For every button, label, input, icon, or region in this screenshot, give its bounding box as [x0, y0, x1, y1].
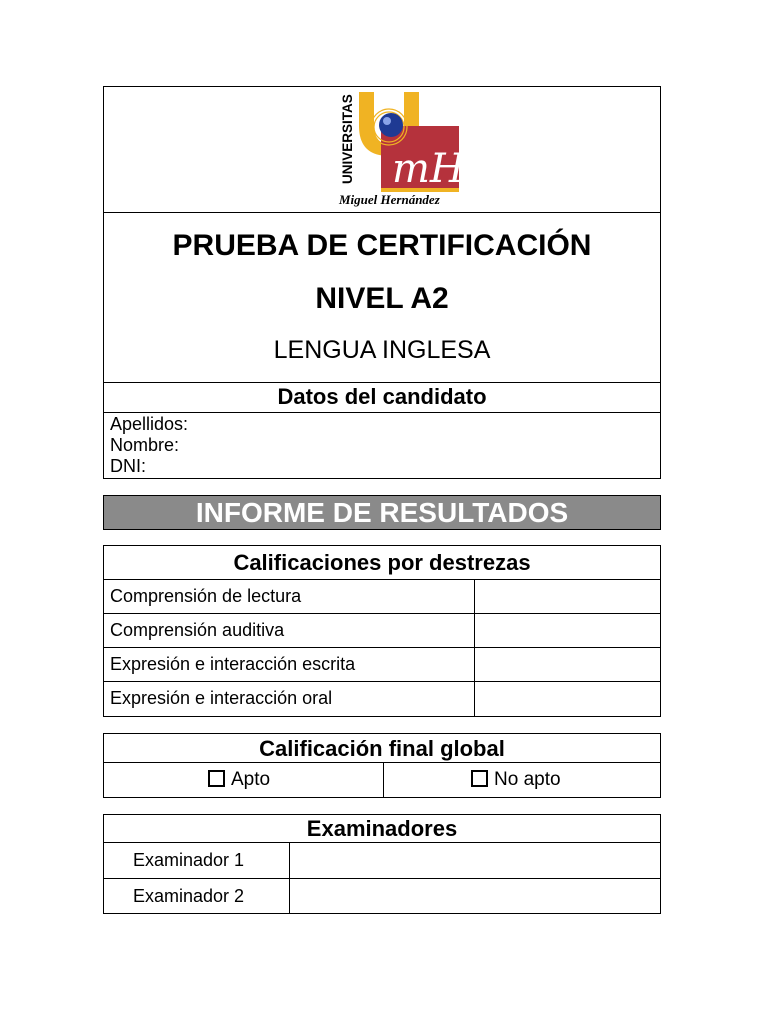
apto-checkbox[interactable]	[208, 770, 225, 787]
table-row	[104, 580, 660, 614]
examiners-heading: Examinadores	[104, 815, 660, 843]
grade-cell-reading[interactable]	[474, 580, 660, 613]
logo-name: Miguel Hernández	[339, 192, 440, 207]
examiner-1-label: Examinador 1	[133, 850, 245, 870]
logo-vertical-text: UNIVERSITAS	[340, 94, 355, 184]
table-row	[104, 879, 660, 913]
apto-label: Apto	[231, 769, 271, 790]
page-title: PRUEBA DE CERTIFICACIÓN	[172, 229, 592, 262]
grade-cell-speaking[interactable]	[474, 682, 660, 716]
divider	[383, 763, 384, 797]
skills-table	[103, 545, 661, 717]
no-apto-label: No apto	[494, 769, 561, 790]
candidate-heading: Datos del candidato	[104, 382, 660, 413]
no-apto-option[interactable]	[471, 768, 561, 792]
surname-label: Apellidos:	[110, 414, 189, 434]
table-row	[104, 682, 660, 716]
logo-area	[104, 87, 660, 213]
grade-cell-listening[interactable]	[474, 614, 660, 647]
final-grade-heading: Calificación final global	[104, 734, 660, 763]
dni-label: DNI:	[110, 456, 146, 476]
university-logo	[334, 90, 474, 208]
examiner-2-field[interactable]	[289, 879, 660, 913]
table-row	[104, 843, 660, 879]
grade-cell-writing[interactable]	[474, 648, 660, 681]
skills-heading: Calificaciones por destrezas	[104, 546, 660, 580]
language-title: LENGUA INGLESA	[273, 336, 491, 364]
logo-monogram: mH	[392, 146, 465, 192]
final-grade-options	[104, 763, 660, 797]
header-box	[103, 86, 661, 479]
name-label: Nombre:	[110, 435, 180, 455]
final-grade-box	[103, 733, 661, 798]
skill-label-writing: Expresión e interacción escrita	[110, 654, 356, 674]
table-row	[104, 648, 660, 682]
table-row	[104, 614, 660, 648]
results-banner: INFORME DE RESULTADOS	[103, 495, 661, 530]
examiner-2-label: Examinador 2	[133, 886, 245, 906]
no-apto-checkbox[interactable]	[471, 770, 488, 787]
skill-label-speaking: Expresión e interacción oral	[110, 688, 333, 708]
level-title: NIVEL A2	[315, 282, 449, 315]
examiners-table	[103, 814, 661, 914]
apto-option[interactable]	[208, 768, 270, 792]
skill-label-listening: Comprensión auditiva	[110, 620, 285, 640]
title-area	[104, 212, 660, 383]
candidate-fields	[110, 414, 188, 477]
skill-label-reading: Comprensión de lectura	[110, 586, 302, 606]
examiner-1-field[interactable]	[289, 843, 660, 878]
